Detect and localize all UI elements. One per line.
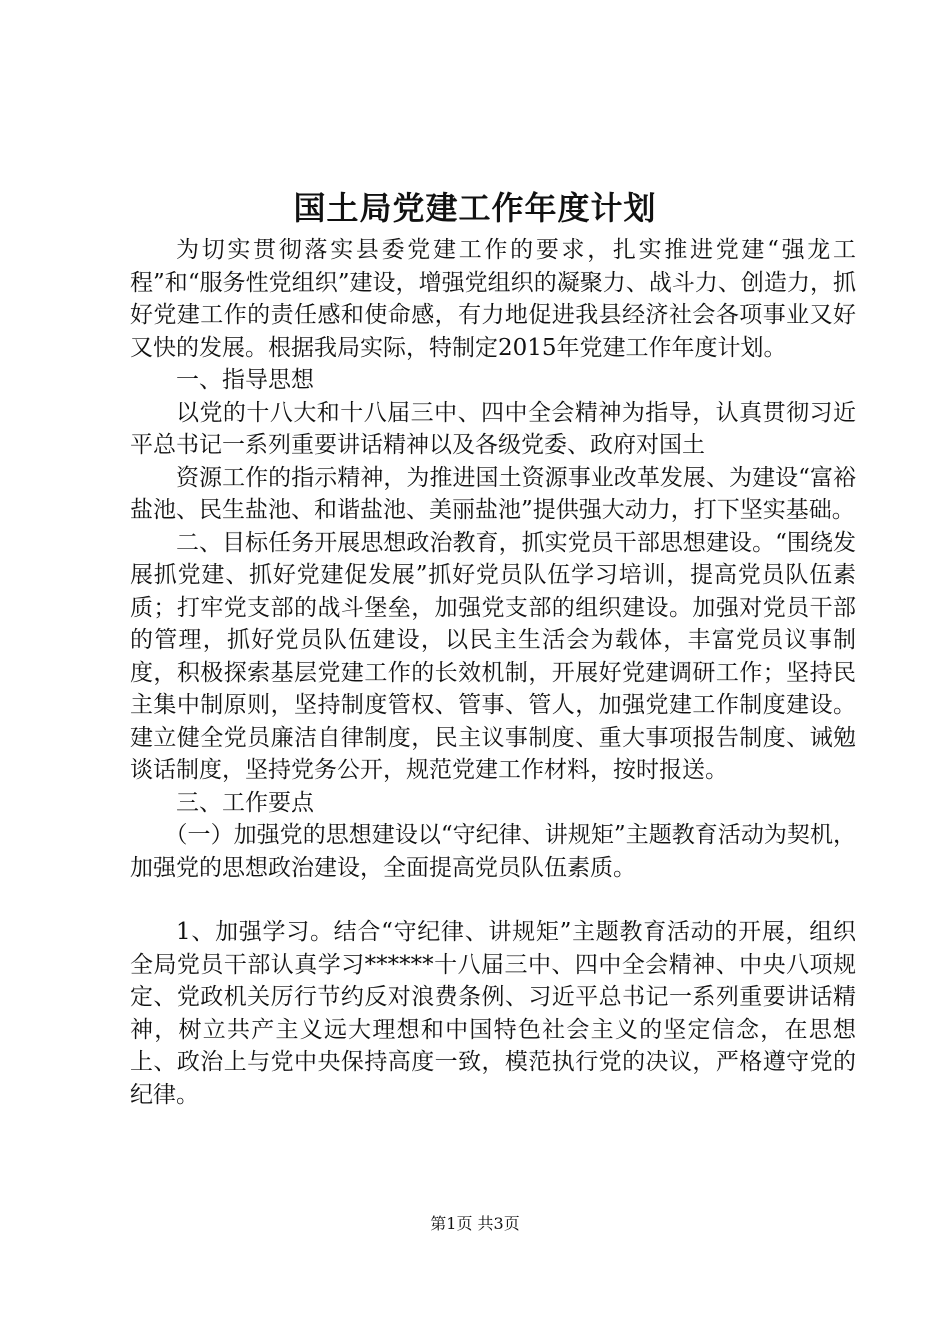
heading-guiding-thought: 一、指导思想 — [176, 367, 314, 393]
document-body — [130, 234, 856, 1111]
paragraph-study: 1、加强学习。结合“守纪律、讲规矩”主题教育活动的开展，组织全局党员干部认真学习******十八届三中、四中全会精神、中央八项规定、党政机关厉行节约反对浪费条例、习近平总书记一系列重要讲话精神，树立共产主义远大理想和中国特色社会主义的坚定信念，在思想上、政治上与党中央保持高度一致，模范执行党的决议，严格遵守党的纪律。 — [130, 919, 856, 1108]
heading-work-points: 三、工作要点 — [176, 789, 314, 816]
paragraph-guiding-thought-cont: 资源工作的指示精神，为推进国土资源事业改革发展、为建设“富裕盐池、民生盐池、和谐盐池、美丽盐池”提供强大动力，打下坚实基础。 — [130, 464, 856, 523]
paragraph-guiding-thought: 以党的十八大和十八届三中、四中全会精神为指导，认真贯彻习近平总书记一系列重要讲话精神以及各级党委、政府对国土 — [130, 399, 856, 458]
page-footer: 第1页 共3页 — [430, 1214, 520, 1233]
document-title: 国土局党建工作年度计划 — [293, 189, 657, 227]
paragraph-spacer — [130, 884, 856, 916]
paragraph-intro: 为切实贯彻落实县委党建工作的要求，扎实推进党建“强龙工程”和“服务性党组织”建设，增强党组织的凝聚力、战斗力、创造力，抓好党建工作的责任感和使命感，有力地促进我县经济社会各项事业又好又快的发展。根据我局实际，特制定2015年党建工作年度计划。 — [130, 237, 856, 361]
paragraph-goals: 二、目标任务开展思想政治教育，抓实党员干部思想建设。“围绕发展抓党建、抓好党建促发展”抓好党员队伍学习培训，提高党员队伍素质；打牢党支部的战斗堡垒，加强党支部的组织建设。加强对党员干部的管理，抓好党员队伍建设，以民主生活会为载体，丰富党员议事制度，积极探索基层党建工作的长效机制，开展好党建调研工作；坚持民主集中制原则，坚持制度管权、管事、管人，加强党建工作制度建设。建立健全党员廉洁自律制度，民主议事制度、重大事项报告制度、诫勉谈话制度，坚持党务公开，规范党建工作材料，按时报送。 — [130, 529, 856, 783]
paragraph-point-one: （一）加强党的思想建设以“守纪律、讲规矩”主题教育活动为契机，加强党的思想政治建设，全面提高党员队伍素质。 — [130, 822, 856, 881]
